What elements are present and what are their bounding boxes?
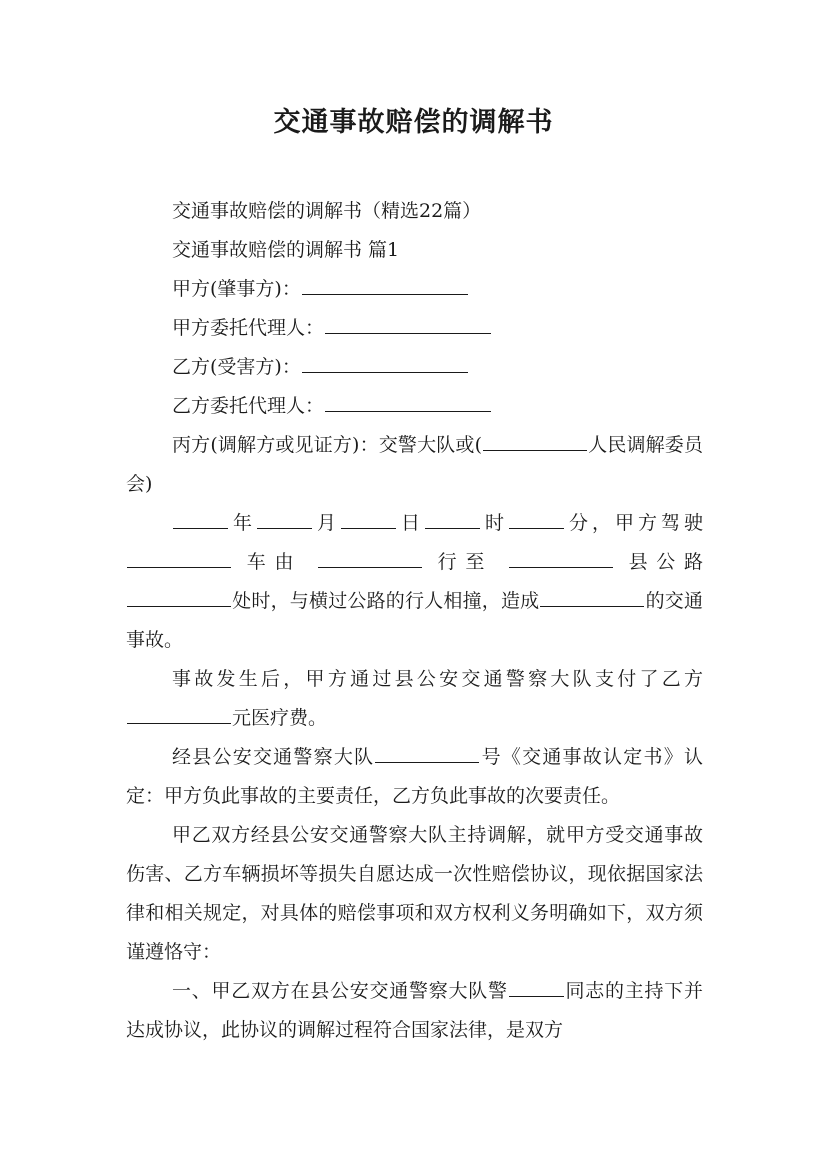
party-a-blank bbox=[302, 272, 468, 295]
minute-label: 分，甲方驾驶 bbox=[565, 512, 703, 534]
party-b-blank bbox=[302, 350, 468, 373]
party-c-tail: 人民调解委员会) bbox=[126, 434, 703, 495]
party-c-paragraph bbox=[126, 426, 703, 504]
result-blank bbox=[540, 584, 644, 607]
party-a-label: 甲方(肇事方)： bbox=[172, 278, 301, 300]
payment-paragraph bbox=[126, 660, 703, 738]
mediation-paragraph bbox=[126, 816, 703, 972]
incident-end-text: 的交通事故。 bbox=[126, 590, 703, 651]
month-blank bbox=[257, 506, 312, 529]
document-title: 交通事故赔偿的调解书 bbox=[273, 107, 554, 138]
party-b-label: 乙方(受害方)： bbox=[172, 356, 301, 378]
collision-text: 处时，与横过公路的行人相撞，造成 bbox=[232, 590, 540, 612]
section-heading-text: 交通事故赔偿的调解书 篇1 bbox=[172, 239, 400, 261]
party-b-agent-line bbox=[126, 387, 703, 426]
payment-tail: 元医疗费。 bbox=[232, 707, 328, 729]
party-b-agent-label: 乙方委托代理人： bbox=[172, 395, 325, 417]
party-a-agent-blank bbox=[325, 311, 491, 334]
item-1-text: 一、甲乙双方在县公安交通警察大队警 bbox=[172, 980, 508, 1002]
section-heading bbox=[126, 231, 703, 270]
party-b-line bbox=[126, 348, 703, 387]
party-a-agent-label: 甲方委托代理人： bbox=[172, 317, 325, 339]
minute-blank bbox=[509, 506, 564, 529]
payment-amount-blank bbox=[127, 701, 231, 724]
party-a-line bbox=[126, 270, 703, 309]
road-label: 县公路 bbox=[628, 551, 703, 573]
year-label: 年 bbox=[229, 512, 256, 534]
year-blank bbox=[173, 506, 228, 529]
subtitle-line bbox=[126, 192, 703, 231]
mediation-text: 甲乙双方经县公安交通警察大队主持调解，就甲方受交通事故伤害、乙方车辆损坏等损失自愿达成一次性赔偿协议，现依据国家法律和相关规定，对具体的赔偿事项和双方权利义务明确如下，双方须谨遵恪守： bbox=[126, 824, 703, 963]
origin-blank bbox=[318, 545, 422, 568]
certificate-tail: 号《交通事故认定书》认定：甲方负此事故的主要责任，乙方负此事故的次要责任。 bbox=[126, 746, 703, 807]
party-a-agent-line bbox=[126, 309, 703, 348]
day-label: 日 bbox=[397, 512, 424, 534]
hour-blank bbox=[425, 506, 480, 529]
day-blank bbox=[341, 506, 396, 529]
month-label: 月 bbox=[313, 512, 340, 534]
party-c-label: 丙方(调解方或见证方)：交警大队或( bbox=[172, 434, 482, 456]
payment-text: 事故发生后，甲方通过县公安交通警察大队支付了乙方 bbox=[172, 668, 703, 690]
item-1-paragraph bbox=[126, 972, 703, 1050]
certificate-text: 经县公安交通警察大队 bbox=[172, 746, 375, 768]
county-blank bbox=[509, 545, 613, 568]
officer-blank bbox=[509, 974, 564, 997]
document-body bbox=[126, 192, 703, 1050]
vehicle-blank bbox=[127, 545, 231, 568]
certificate-paragraph bbox=[126, 738, 703, 816]
travel-label: 行至 bbox=[437, 551, 494, 573]
subtitle-text: 交通事故赔偿的调解书（精选22篇） bbox=[172, 200, 482, 222]
party-c-blank bbox=[483, 428, 587, 451]
location-blank bbox=[127, 584, 231, 607]
party-b-agent-blank bbox=[325, 389, 491, 412]
vehicle-label: 车由 bbox=[246, 551, 303, 573]
hour-label: 时 bbox=[481, 512, 508, 534]
incident-time-paragraph bbox=[126, 504, 703, 660]
certificate-number-blank bbox=[375, 740, 479, 763]
item-1-tail: 同志的主持下并达成协议，此协议的调解过程符合国家法律，是双方 bbox=[126, 980, 703, 1041]
